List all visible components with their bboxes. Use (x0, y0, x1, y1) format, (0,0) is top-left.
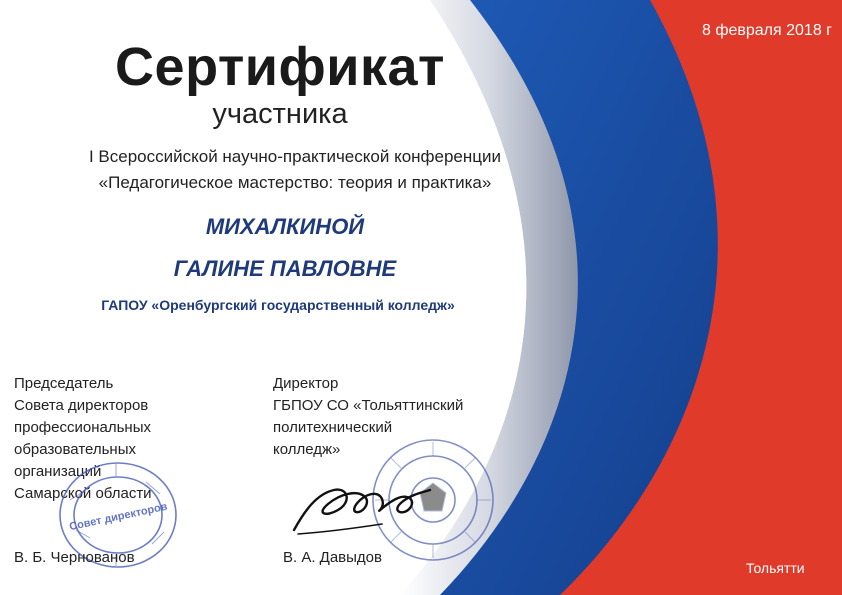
city-label: Тольятти (746, 560, 805, 576)
right-title-line: ГБПОУ СО «Тольяттинский (273, 397, 464, 414)
right-title-line: Директор (273, 375, 339, 392)
left-title-line: Председатель (14, 375, 114, 392)
certificate-subtitle: участника (212, 98, 348, 130)
recipient-given-name: ГАЛИНЕ ПАВЛОВНЕ (173, 256, 397, 281)
left-title-line: Самарской области (14, 485, 152, 502)
conference-line-1: I Всероссийской научно-практической конференции (88, 147, 502, 166)
right-signatory-name: В. А. Давыдов (283, 549, 382, 566)
left-title-line: образовательных (14, 441, 136, 458)
recipient-surname: МИХАЛКИНОЙ (205, 214, 365, 239)
left-title-line: Совета директоров (14, 397, 149, 414)
recipient-organization: ГАПОУ «Оренбургский государственный колледж» (101, 297, 455, 313)
left-title-line: организаций (14, 463, 102, 480)
certificate-date: 8 февраля 2018 г (701, 22, 832, 39)
right-title-line: политехнический (273, 419, 393, 436)
stamp-left-text: Совет директоров (68, 500, 169, 534)
left-title-line: профессиональных (14, 419, 151, 436)
left-signatory-name: В. Б. Чернованов (14, 549, 135, 566)
director-signature (286, 472, 436, 542)
right-title-line: колледж» (273, 441, 341, 458)
certificate-title: Сертификат (115, 37, 445, 97)
conference-line-2: «Педагогическое мастерство: теория и практика» (98, 173, 492, 192)
